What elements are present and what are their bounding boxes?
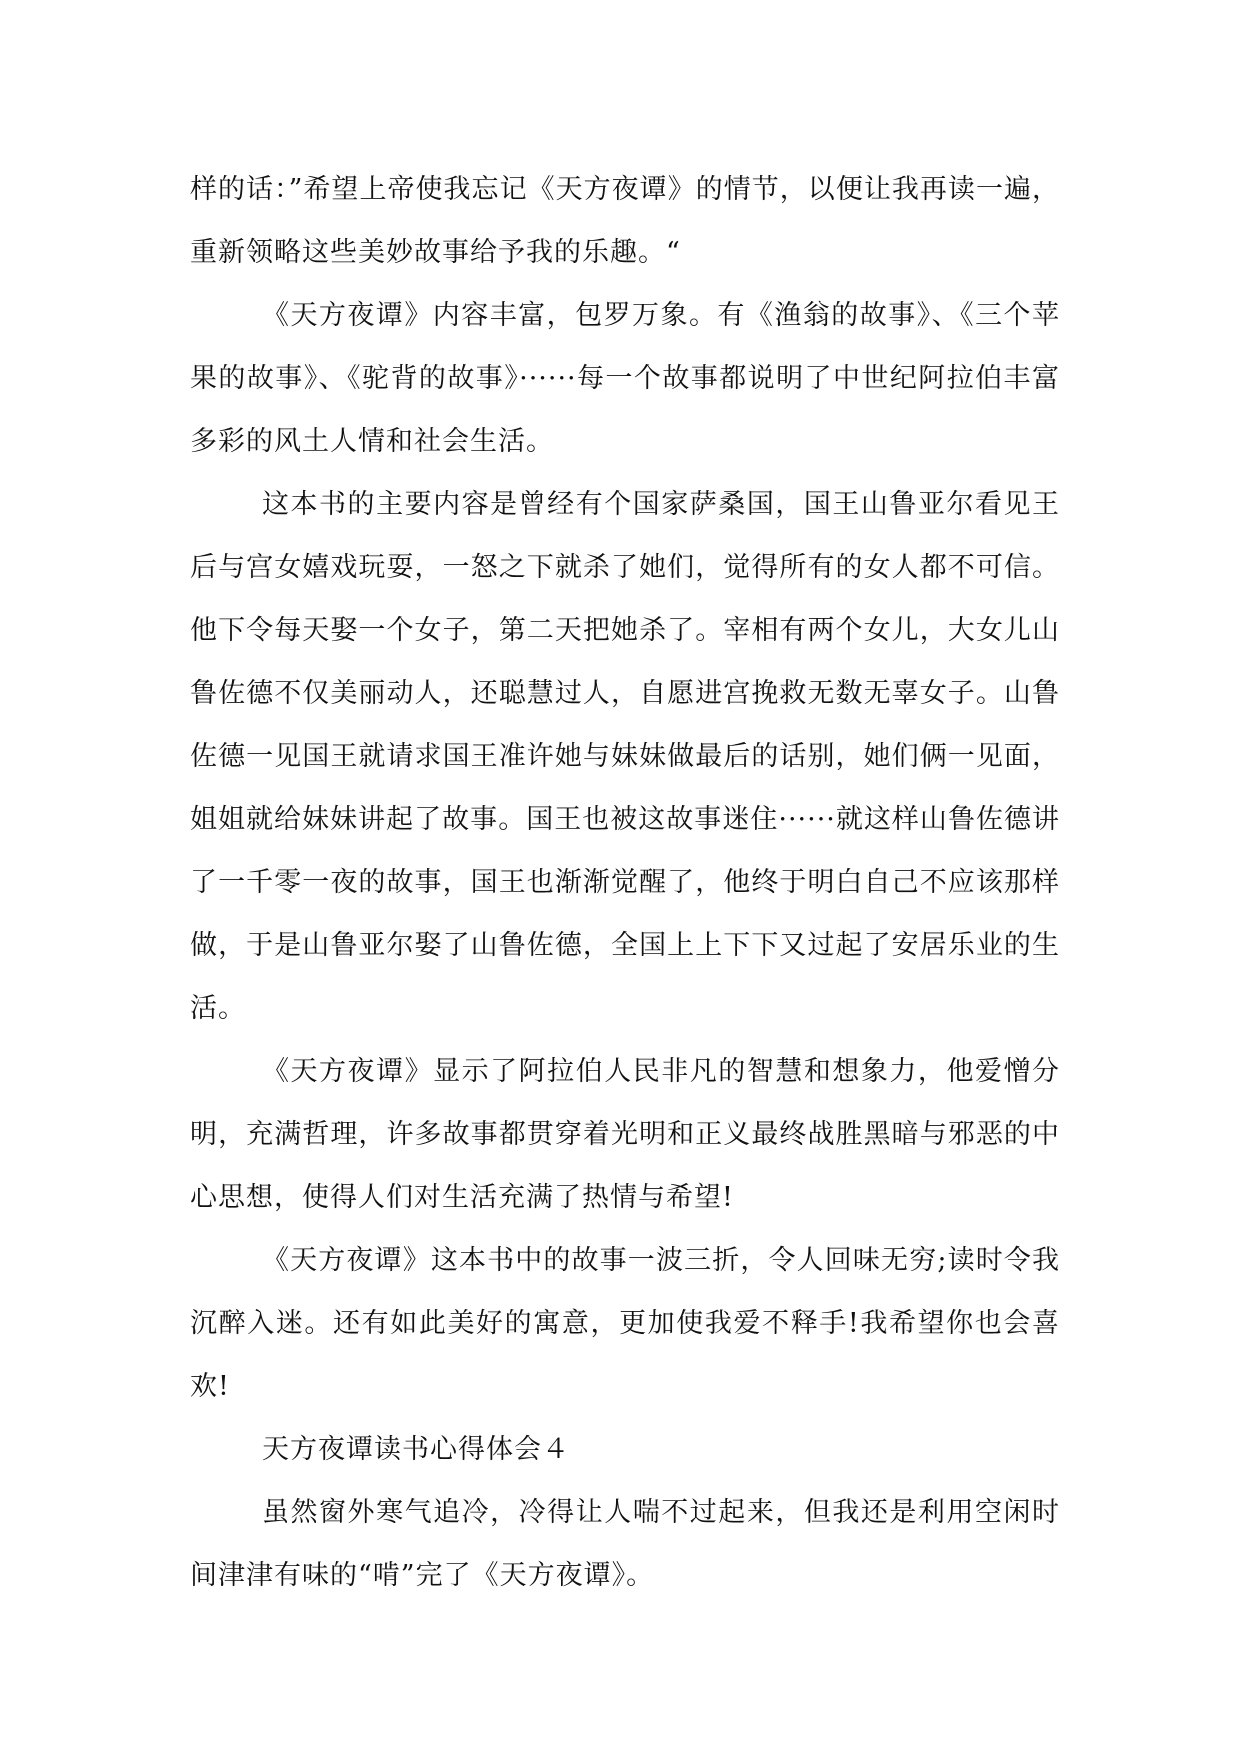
paragraph-6: 虽然窗外寒气追冷，冷得让人喘不过起来，但我还是利用空闲时间津津有味的“啃”完了《天方夜谭》。 bbox=[190, 1497, 1060, 1591]
paragraph-1: 样的话：”希望上帝使我忘记《天方夜谭》的情节，以便让我再读一遍，重新领略这些美妙故事给予我的乐趣。“ bbox=[190, 174, 1060, 268]
paragraph-5: 《天方夜谭》这本书中的故事一波三折，令人回味无穷;读时令我沉醉入迷。还有如此美好的寓意，更加使我爱不释手!我希望你也会喜欢! bbox=[190, 1245, 1060, 1402]
section-heading: 天方夜谭读书心得体会４ bbox=[262, 1434, 570, 1465]
paragraph-2: 《天方夜谭》内容丰富，包罗万象。有《渔翁的故事》、《三个苹果的故事》、《驼背的故事》······每一个故事都说明了中世纪阿拉伯丰富多彩的风土人情和社会生活。 bbox=[190, 300, 1060, 457]
paragraph-4: 《天方夜谭》显示了阿拉伯人民非凡的智慧和想象力，他爱憎分明，充满哲理，许多故事都贯穿着光明和正义最终战胜黑暗与邪恶的中心思想，使得人们对生活充满了热情与希望! bbox=[190, 1056, 1060, 1213]
paragraph-3: 这本书的主要内容是曾经有个国家萨桑国，国王山鲁亚尔看见王后与宫女嬉戏玩耍，一怒之下就杀了她们，觉得所有的女人都不可信。他下令每天娶一个女子，第二天把她杀了。宰相有两个女儿，大女儿山鲁佐德不仅美丽动人，还聪慧过人，自愿进宫挽救无数无辜女子。山鲁佐德一见国王就请求国王准许她与妹妹做最后的话别，她们俩一见面，姐姐就给妹妹讲起了故事。国王也被这故事迷住······就这样山鲁佐德讲了一千零一夜的故事，国王也渐渐觉醒了，他终于明白自己不应该那样做，于是山鲁亚尔娶了山鲁佐德，全国上上下下又过起了安居乐业的生活。 bbox=[190, 489, 1060, 1024]
document-body bbox=[190, 158, 1060, 1607]
